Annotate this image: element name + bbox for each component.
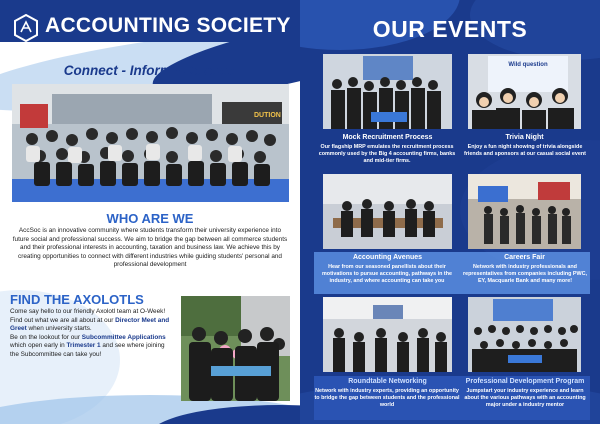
right-page	[300, 0, 600, 424]
event-title: Accounting Avenues	[352, 254, 423, 261]
event-desc: Network with industry experts, providing an opportunity to bridge the gap between students and the professional world	[314, 388, 460, 408]
axolotl-team-photo	[181, 296, 290, 401]
find-p2-end: and see where joining the Subcommittee can take you!	[10, 342, 165, 358]
event-desc: Jumpstart your industry experience and learn about the various pathways with an accounting major under a industry mentor	[464, 388, 586, 408]
mock-recruitment-photo	[323, 54, 452, 129]
professional-development-photo	[468, 297, 581, 372]
society-logo-icon	[13, 14, 39, 42]
find-p2: Be on the lookout for our	[10, 333, 80, 341]
event-title: Roundtable Networking	[348, 378, 427, 385]
group-photo	[12, 84, 289, 202]
event-desc: Enjoy a fun night showing of trivia alongside friends and sponsors at our casual social event	[464, 144, 586, 157]
roundtable-networking-photo	[323, 297, 452, 372]
find-axolotls-body	[10, 308, 173, 360]
event-title: Mock Recruitment Process	[342, 134, 433, 141]
director-meet-greet-label: Director Meet and Greet	[10, 316, 170, 333]
find-p2-mid: which open early in	[10, 342, 65, 350]
event-desc: Network with industry professionals and representatives from companies including PWC, EY, Macquarie Bank and many more!	[462, 264, 587, 284]
trimester-label: Trimester 1	[66, 342, 101, 350]
event-title: Professional Development Program	[465, 378, 585, 385]
event-desc: Hear from our seasoned panellists about their motivations to pursue accounting, pathways in the industry, and where accounting can take you	[322, 264, 452, 284]
who-are-we-heading: WHO ARE WE	[106, 211, 194, 226]
page-title: ACCOUNTING SOCIETY	[45, 14, 291, 37]
events-title: OUR EVENTS	[372, 16, 528, 42]
trivia-night-photo	[468, 54, 581, 129]
photo-sign-text: DUTION	[254, 112, 281, 119]
event-desc: Our flagship MRP emulates the recruitment process commonly used by the Big 4 accounting firms, banks and mid-tier firms.	[318, 144, 456, 164]
event-title: Trivia Night	[505, 134, 544, 141]
careers-fair-photo	[468, 174, 581, 249]
who-are-we-body: AccSoc is an innovative community where students transform their university experience into future social and professional success. We aim to bridge the gap between all commerce students and their professional interests in accounting, taxation and business law. We achieve this by creating opportunities to connect with different industries while guiding students' personal and professional development	[12, 227, 288, 269]
find-p1: Come say hello to our friendly Axolotl team at O-Week! Find out what we are all about at our	[10, 308, 166, 324]
find-axolotls-heading: FIND THE AXOLOTLS	[10, 292, 144, 307]
subcommittee-applications-label: Subcommittee Applications	[81, 333, 166, 341]
accounting-avenues-photo	[323, 174, 452, 249]
trivia-slide-text: Wild question	[508, 62, 548, 68]
find-p1-end: when university starts.	[28, 325, 92, 333]
event-title: Careers Fair	[504, 254, 545, 261]
tagline: Connect - Inform - Develop	[63, 63, 237, 78]
